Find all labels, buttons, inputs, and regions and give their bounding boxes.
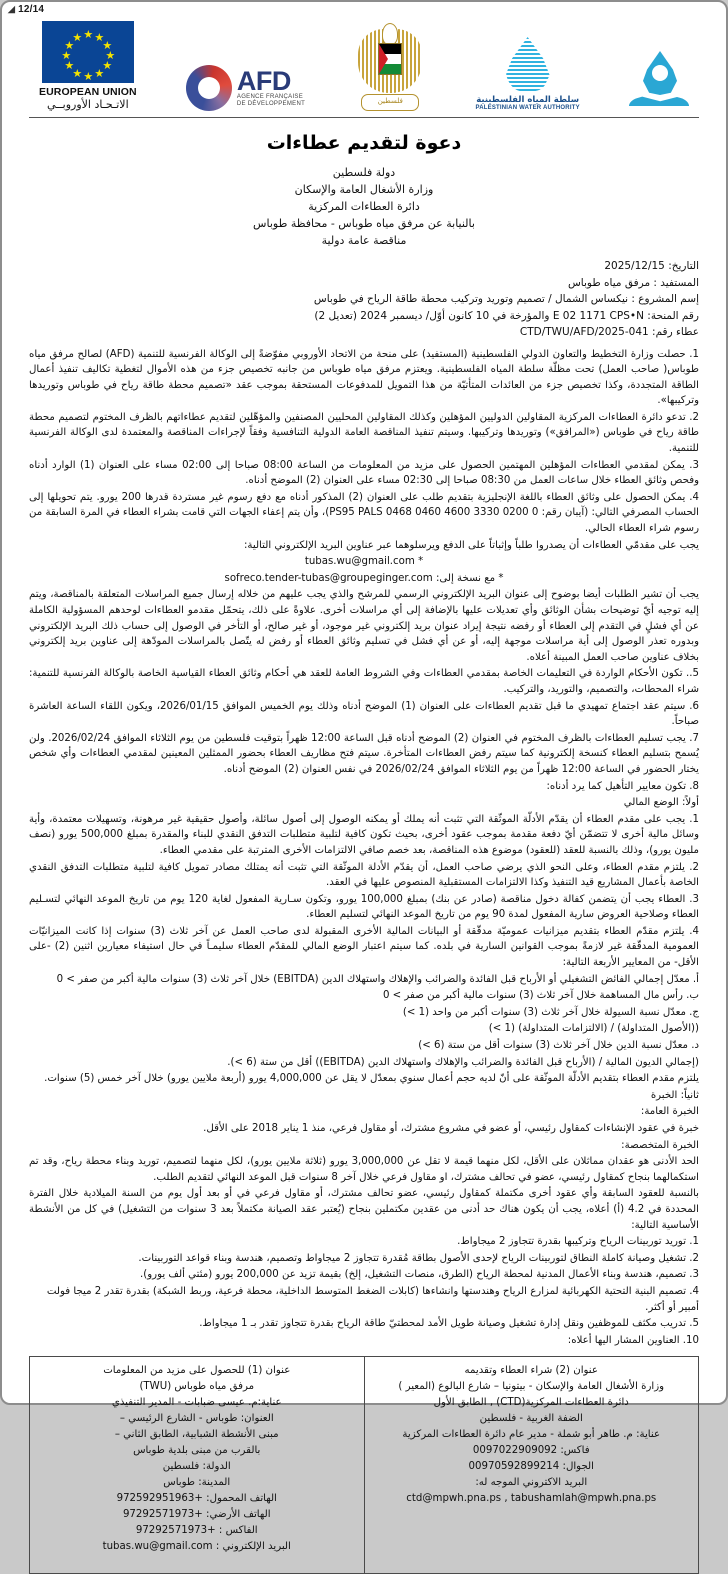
email-address-cc[interactable]: sofreco.tender-tubas@groupeginger.com (224, 572, 433, 584)
issuer-line-tendertype: مناقصة عامة دولية (321, 234, 407, 247)
address-1-mobile: الهاتف المحمول: +972592951963 (116, 1493, 277, 1505)
address-2-line-1: وزارة الأشغال العامة والإسكان - بيتونيا – شارع البالوع (المعير ) (398, 1381, 665, 1393)
twu-droplet-wave-icon (629, 49, 689, 111)
meta-grant-number: رقم المنحة: E 02 1171 CPS•N والمؤرخة في 10 كانون أوّل/ ديسمبر 2024 (تعديل 2) (314, 309, 699, 322)
email-cc-label: مع نسخة إلى: (435, 572, 496, 584)
address-2-line-3: الضفة الغربية - فلسطين (479, 1413, 583, 1425)
address-2-cell (364, 1357, 699, 1574)
meta-project-name: إسم المشروع : نيكساس الشمال / تصميم وتوريد وتركيب محطة طاقة الرياح في طوباس (313, 293, 699, 305)
clause-4-email-responsibility: يجب أن تشير الطلبات أيضا بوضوح إلى عنوان البريد الإلكتروني الرسمي للمرشح والذي يجب عليهم من خلاله إرسال جميع المراسلات المتعلقة بالمناقصة، ويتم إليه توجيه أيّ توضيحات بشأن الوثائق وأي تعديلات عليها بالإضافة إلى أي مراسلات أخرى. علاوةً على ذلك، يتحمّل مقدمو العطاءات لوحدهم المسؤولية الكاملة عن أي فشلٍ في التقدم إلى العطاء أو رفضه نتيجة إيراد عنوان بريد إلكتروني غير موجود، أو غير صالح، أو التأخر في الوصول إلى حساب ذلك البريد الإلكتروني وبدوره تعذر الوصول إلى أية مراسلات موجهة إليه، أو عن أي فشل في تسليم وثائق العطاء أو رفض له يتّصل بالمراسلات المودّهة إلى عناوين بريد إلكتروني بخلاف عناوين صاحب العمل المبينة أعلاه. (29, 589, 699, 663)
pwa-label-en: PALESTINIAN WATER AUTHORITY (475, 105, 580, 111)
page-marker-glyph: ◢ (8, 4, 16, 14)
address-1-landmark: بالقرب من مبنى بلدية طوباس (133, 1445, 261, 1457)
palestine-emblem-logo (354, 25, 426, 111)
eagle-emblem-icon (354, 25, 426, 111)
financial-criterion-c: ج. معدّل نسبة السيولة خلال آخر ثلاث (3) سنوات أكبر من واحد (1 >) (402, 1006, 699, 1018)
afd-logo (186, 65, 305, 111)
tender-meta (29, 258, 699, 341)
email-bullet-1 (29, 554, 699, 570)
activity-item-1: 1. توريد توربينات الرياح وتركيبها بقدرة تتجاوز 2 ميجاواط. (457, 1236, 699, 1248)
afd-label: AFD (236, 66, 291, 96)
clause-8: 8. تكون معايير التأهيل كما يرد أدناه: (546, 780, 699, 792)
financial-criterion-b: ب. رأس مال المساهمة خلال آخر ثلاث (3) سنوات مالية أكبر من صفر > 0 (382, 990, 699, 1002)
address-1-city: المدينة: طوباس (163, 1477, 231, 1489)
meta-date: التاريخ: 2025/12/15 (604, 260, 699, 272)
financial-item-3: 3. العطاء يجب أن يتضمن كفالة دخول مناقصة (صادر عن بنك) بمبلغ 100,000 يورو، وتكون سـارية المفعول لغاية 120 يوم من تاريخ الموعد النهائي لتسـليم العطاء وصلاحية العروض سارية المفعول لمدة 90 يوم من تاريخ الموعد النهائي لتسليم العطاء. (29, 893, 700, 921)
section-specific-experience: الخبرة المتخصصة: (621, 1139, 699, 1151)
address-1-entity: مرفق مياه طوباس (TWU) (139, 1381, 255, 1393)
section-experience: ثانياً: الخبرة (650, 1089, 699, 1101)
address-2-mobile: الجوال: 00970592899214 (468, 1461, 594, 1473)
clause-5: 5.. تكون الأحكام الواردة في التعليمات الخاصة بمقدمي العطاءات وفي الشروط العامة للعقد هي أحكام وثائق العطاء القياسية الخاصة بالوكالة الفرنسية للتنمية: شراء المحطات، والتصميم، والتوريد، والتركيب. (29, 668, 699, 695)
financial-criterion-d: د. معدّل نسبة الدين خلال آخر ثلاث (3) سنوات أقل من ستة (6 >) (418, 1040, 699, 1052)
meta-tender-number: عطاء رقم: 041-CTD/TWU/AFD/2025 (519, 326, 699, 338)
previous-contracts-text: بالنسبة للعقود السابقة وأي عقود أخرى مكتملة كمقاول رئيسي، عضو تحالف مشترك، أو مقاول فرعي في أو بعد أول يوم من السنة الميلادية خلال الفترة المحددة في 4.2 (أ) أعلاه، يجب أن يكون هناك حد أدنى من عقدين مكتملين بنجاح (يُعتبر عقد الصيانة مكتملاً بعد 3 سنوات من التشغيل) في كل من الأنشطة الأساسية التالية: (29, 1188, 699, 1231)
eu-label-en: EUROPEAN UNION (39, 86, 137, 98)
afd-subtitle-2: DE DÉVELOPPEMENT (236, 101, 306, 107)
clause-6: 6. سيتم عقد اجتماع تمهيدي ما قبل تقديم العطاءات على العنوان (1) الموضح أدناه وذلك يوم الخميس الموافق 2026/01/15، ويكون اللقاء الساعة العاشرة صباحاً. (29, 700, 699, 728)
address-1-country: الدولة: فلسطين (162, 1461, 231, 1473)
general-experience-text: خبرة في عقود الإنشاءات كمقاول رئيسي، أو عضو في مشروع مشترك، أو مقاول فرعي، منذ 1 يناير 2018 على الأقل. (203, 1123, 699, 1134)
address-1-street: العنوان: طوباس - الشارع الرئيسي – (119, 1413, 274, 1425)
page-marker (8, 4, 98, 15)
activity-item-5: 5. تدريب مكثف للموظفين ونقل إدارة تشغيل وصيانة طويل الأمد لمحطتيّ طاقة الرياح بقدرة تتجاوز تقدر بـ 1 ميجاواط. (199, 1318, 699, 1330)
pwa-label-ar: سلطة المياه الفلسطينية (476, 95, 580, 105)
issuer-line-state: دولة فلسطين (332, 166, 396, 179)
clause-7: 7. يجب تسليم العطاءات بالظرف المختوم في العنوان (2) الموضح أدناه قبل الساعة 12:00 ظهراً بتوقيت فلسطين من يوم الثلاثاء الموافق 2026/02/24. ولن يُسمح بتسليم العطاء كنسخة إلكترونية كما سيتم رفض العطاءات المتأخرة. سيتم فتح مظاريف العطاء بحضور الممثلين المعينين لمقدمي العطاءات وأي شخص يختار الحضور في الساعة 12:00 ظهراً من يوم الثلاثاء الموافق 2026/02/24 في نفس العنوان (2) الموضح أدناه. (29, 732, 699, 775)
issuer-block (29, 164, 699, 249)
eu-flag-icon: ★ ★ ★ ★ ★ ★ ★ ★ ★ ★ ★ ★ (42, 21, 134, 83)
activity-item-3: 3. تصميم، هندسة وبناء الأعمال المدنية لمحطة الرياح (الطرق، منصات التشغيل، إلخ) بقيمة تزيد عن 200,000 يورو (مئتي ألف يورو). (140, 1269, 699, 1281)
address-2-line-4: عناية: م. طاهر أبو شملة - مدير عام دائرة العطاءات المركزية (402, 1429, 661, 1441)
afd-ring-icon (186, 65, 232, 111)
clause-3: 3. يمكن لمقدمي العطاءات المؤهلين المهتمين الحصول على مزيد من المعلومات من الساعة 08:00 صباحا إلى 02:00 مساء على العنوان (1) الوارد أدناه وفحص وثائق العطاء خلال ساعات العمل من 08:30 صباحا إلى 02:30 مساء على العنوان (2) الموضح أدناه. (29, 459, 699, 487)
financial-item-2: 2. يلتزم مقدم العطاء، وعلى النحو الذي يرضي صاحب العمل، أن يقدّم الأدلة الموثّقة التي تثبت أنه يمتلك مصادر تمويل كافية لتلبية متطلبات التدفق النقدي الخاصة بأعمال المشاريع قيد التنفيذ وكذا الالتزامات المستقبلية المنصوص عليها في العقد. (29, 861, 699, 889)
annual-turnover-requirement: يلتزم مقدم العطاء بتقديم الأدلّة الموثّقة على أنّ لديه حجم أعمال سنوي بمعدّل لا يقل عن 4,000,000 يورو (أربعة ملايين يورو) خلال آخر خمس (5) سنوات. (44, 1073, 699, 1085)
afd-subtitle-1: AGENCE FRANÇAISE (236, 94, 304, 100)
email-bullet-2 (29, 571, 699, 587)
table-row (30, 1357, 699, 1574)
clause-4-submission-note: يجب على مقدمّي العطاءات أن يصدروا طلباً وإثباتاً على الدفع ويرسلوهما عبر عناوين البريد الإلكتروني التالية: (243, 539, 699, 551)
address-2-fax: فاكس: 0097022909092 (472, 1445, 590, 1457)
address-1-cell (30, 1357, 365, 1574)
clause-10-addresses: 10. العناوين المشار اليها أعلاه: (567, 1334, 699, 1346)
address-1-title: عنوان (1) للحصول على مزيد من المعلومات (103, 1365, 291, 1377)
financial-criterion-d-formula: (إجمالي الديون المالية / (الأرباح قبل الفائدة والضرائب والإهلاك واستهلاك الدين (EBITDA)) أقل من ستة (6 >). (227, 1056, 699, 1068)
activity-item-2: 2. تشغيل وصيانة كاملة النطاق لتوربينات الرياح لإحدى الأصول بطاقة مُقدرة تتجاوز 2 ميجاواط وتصميم، هندسة وبناء قواعد التوربينات. (138, 1252, 699, 1264)
address-1-landline: الهاتف الأرضي: +97292571973 (122, 1509, 271, 1521)
european-union-logo (39, 21, 137, 111)
financial-item-4: 4. يلتزم مقدّم العطاء بتقديم ميزانيات عموميّة مدقّقة أو البيانات المالية الأخرى المقبولة لدى صاحب العمل عن آخر ثلاث (3) سنوات إذا كانت الميزانيّات العمومية المدقّقة غير لازمةً بموجب القوانين السارية في بلده. كما سيتم اعتبار الوضع المالي للمقدّم العطاء سليمـاً في حال استيفاء معيارين اثنين (2) -على الأقل- من المعايير الأربعة التالية: (29, 925, 699, 969)
email-address-primary[interactable]: tubas.wu@gmail.com (304, 556, 415, 568)
logo-band (29, 17, 699, 118)
financial-criterion-a: أ. معدّل إجمالي الفائض التشغيلي أو الأرباح قبل الفائدة والضرائب والإهلاك واستهلاك الدين (EBITDA) خلال آخر ثلاث (3) سنوات مالية أكبر من صفر > 0 (56, 973, 699, 985)
clause-4: 4. يمكن الحصول على وثائق العطاء باللغة الإنجليزية بتقديم طلب على العنوان (2) المذكور أدناه مع دفع رسوم غير مستردة قدرها 200 يورو. يتم تحويلها إلى الحساب المصرفي التالي: (آيبان رقم: 0 0200 3330 4600 0460 0468 PS95 PALS)، وأن يتم إعفاء الجهات التي قامت بشراء العطاء في المرة السابقة من رسوم شراء العطاء الحالي. (29, 491, 700, 535)
section-general-experience: الخبرة العامة: (640, 1106, 699, 1118)
issuer-line-department: دائرة العطاءات المركزية (308, 200, 420, 213)
palestinian-water-authority-logo (475, 37, 579, 111)
financial-item-1: 1. يجب على مقدم العطاء أن يقدّم الأدلّة الموثّقة التي تثبت أنه يملك أو يمكنه الوصول إلى أصول سائلة، وأصول حقيقية غير مرهونة، وتسهيلات معتمدة، وأية وسائل مالية أخرى لا تتضمّن أيّ دفعة مقدمة بموجب عقود أخرى، بحيث تكون كافية لتلبية متطلبات التدفق النقدي للبناء والمقدرة بمبلغ 500,000 يورو (نصف مليون يورو)، وذلك بالنسبة للعقد (للعقود) موضوع هذه المناقصة، بعد خصم صافي الالتزامات الأخرى المترتبة على مقدمي العطاء. (29, 813, 699, 856)
clause-2: 2. تدعو دائرة العطاءات المركزية المقاولين الدوليين المؤهلين وكذلك المقاولين المحليين المصنفين والمؤهّلين لتقديم عطاءاتهم بالظرف المختوم لتصميم محطة طاقة رياح في طوباس («المرافق») وتوريدها وتركيبها. وسيتم تنفيذ المناقصة العامة الدولية التنافسية وفقاً لإجراءات المناقصة والمعتمدة لدى الوكالة الفرنسية للتنمية. (29, 411, 699, 455)
issuer-line-onbehalf: بالنيابة عن مرفق مياه طوباس - محافظة طوباس (253, 217, 475, 230)
clause-1: 1. حصلت وزارة التخطيط والتعاون الدولي الفلسطينية (المستفيد) على منحة من الاتحاد الأوروبي مفوّضةً إلى الوكالة الفرنسية للتنمية (AFD) لصالح مرفق مياه طوباس( صاحب العمل) تحت مظلّة سلطة المياه الفلسطينية. ويعتزم مرفق مياه طوباس من جانبه تخصيص جزء من هذه الأموال لتغطية تكاليف تنفيذ أعمال الطاقة المتجددة، وكذا تخصيص جزء من العائدات المتأتيّة من هذا التمويل للمدفوعات المستحقة بموجب عقد «تصميم محطة طاقة رياح في طوباس وتوريدها وتركيبها». (29, 348, 699, 407)
address-2-line-2: دائرة العطاءات المركزية(CTD) , الطابق الأول (433, 1397, 629, 1409)
issuer-line-ministry: وزارة الأشغال العامة والإسكان (294, 183, 434, 196)
address-2-email-label: البريد الاكتروني الموجه له: (475, 1477, 588, 1489)
activity-item-4: 4. تصميم البنية التحتية الكهربائية لمزارع الرياح وهندستها وانشاءها (كابلات الضغط المتوسط الداخلية، محطة فرعية، وربط الشبكة) بقدرة تقدر 2 ميجا فولت أمبير أو أكثر. (46, 1285, 699, 1313)
email-bullet-glyph-2: * (498, 572, 504, 584)
meta-beneficiary: المستفيد : مرفق مياه طوباس (567, 276, 699, 289)
tender-body (29, 347, 699, 1349)
address-2-title: عنوان (2) شراء العطاء وتقديمه (464, 1365, 598, 1377)
address-1-fax: الفاكس : +97292571973 (135, 1525, 258, 1537)
water-droplet-icon (506, 37, 550, 93)
financial-criterion-c-formula: ((الأصول المتداولة) / (الالتزامات المتداولة) (1 >) (488, 1023, 699, 1035)
eu-label-ar: الاتـحـاد الأوروبــي (47, 98, 129, 111)
email-bullet-glyph-1: * (418, 556, 424, 568)
page-title: دعوة لتقديم عطاءات (266, 132, 462, 154)
page-marker-text: 12/14 (18, 4, 45, 15)
addresses-table (29, 1356, 699, 1574)
tubas-water-utility-logo (629, 49, 689, 111)
address-1-email[interactable]: البريد الإلكتروني : tubas.wu@gmail.com (102, 1541, 291, 1553)
address-1-building: مبنى الأنشطة الشبابية، الطابق الثاني – (114, 1429, 279, 1441)
specific-experience-text: الحد الأدنى هو عقدان مماثلان على الأقل، لكل منهما قيمة لا تقل عن 3,000,000 يورو (ثلاثة ملايين يورو)، لكل منهما لتصميم، توريد وبناء محطة رياح، وقد تم استكمالهما بنجاح كمقاول رئيسي، عضو في تحالف مشترك، او مقاول فرعي خلال آخر 8 سنوات قبل الموعد النهائي لتقديم الطلب. (29, 1156, 699, 1183)
section-financial-standing: أولاً: الوضع المالي (623, 797, 699, 809)
emblem-scroll-text: فلسطين (361, 94, 419, 111)
address-2-emails[interactable]: ctd@mpwh.pna.ps , tabushamlah@mpwh.pna.ps (406, 1493, 657, 1505)
document-sheet (11, 11, 717, 1553)
address-1-attention: عناية:م. عيسى ضبابات - المدير التنفيذي (111, 1397, 282, 1409)
